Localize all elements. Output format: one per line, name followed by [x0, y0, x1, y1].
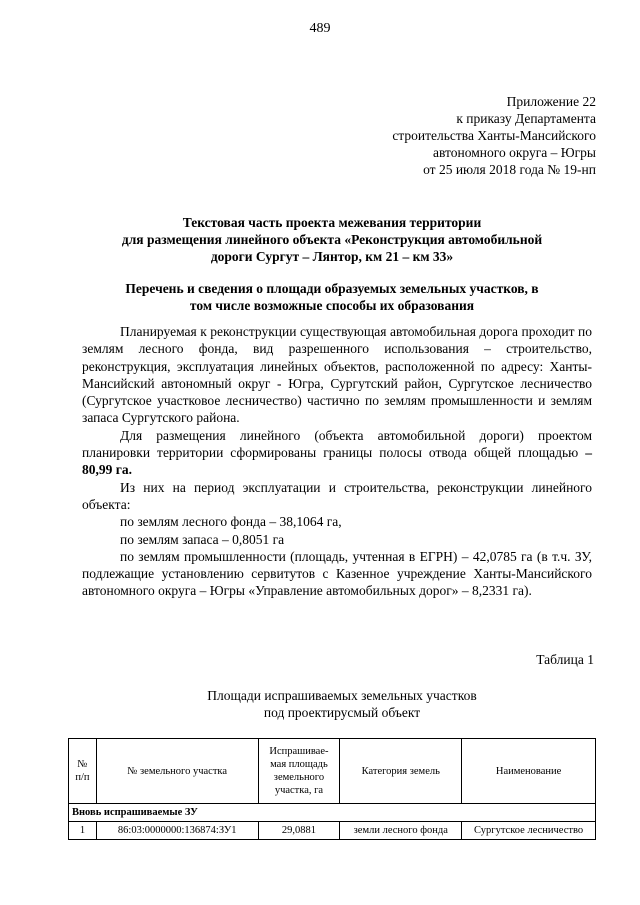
table-header-row: [69, 739, 596, 804]
table-caption: [72, 687, 612, 721]
title-line: дороги Сургут – Лянтор, км 21 – км 33»: [210, 249, 454, 264]
total-area-text: Для размещения линейного (объекта автомобильной дороги) проектом планировки территории сформированы границы полосы отвода общей площадью: [82, 427, 592, 461]
header-name: Наименование: [462, 739, 596, 804]
cell-num: 1: [69, 822, 97, 840]
cell-category: земли лесного фонда: [340, 822, 462, 840]
appendix-line: строительства Ханты-Мансийского: [392, 128, 596, 143]
area-item-reserve: по землям запаса – 0,8051 га: [120, 531, 285, 547]
header-category: Категория земель: [340, 739, 462, 804]
caption-line: Площади испрашиваемых земельных участков: [207, 688, 477, 703]
appendix-block: [336, 93, 596, 178]
paragraph-total-area: [82, 427, 592, 479]
section-heading: [72, 280, 592, 314]
appendix-line: Приложение 22: [506, 94, 596, 109]
heading-line: том числе возможные способы их образования: [189, 298, 475, 313]
table-label: Таблица 1: [536, 652, 594, 667]
table-row: [69, 822, 596, 840]
area-item-industry: по землям промышленности (площадь, учтенная в ЕГРН) – 42,0785 га (в т.ч. ЗУ, подлежащие установлению сервитутов с Казенное учреждение Ханты-Мансийского автономного округа – Югры «Управление автомобильных дорог» – 8,2331 га).: [82, 548, 592, 599]
caption-line: под проектирусмый объект: [263, 705, 421, 720]
cell-parcel: 86:03:0000000:136874:ЗУ1: [96, 822, 258, 840]
total-area-value: – 80,99 га.: [82, 445, 593, 478]
appendix-line: от 25 июля 2018 года № 19-нп: [423, 162, 596, 177]
title-line: для размещения линейного объекта «Реконструкция автомобильной: [121, 232, 543, 247]
cell-name: Сургутское лесничество: [462, 822, 596, 840]
group-label: Вновь испрашиваемые ЗУ: [69, 804, 596, 822]
heading-line: Перечень и сведения о площади образуемых земельных участков, в: [125, 281, 539, 296]
header-num: № п/п: [69, 739, 97, 804]
land-parcels-table: [68, 738, 596, 840]
header-parcel: № земельного участка: [96, 739, 258, 804]
appendix-line: к приказу Департамента: [456, 111, 596, 126]
body-text: [82, 323, 592, 600]
area-item-forest: по землям лесного фонда – 38,1064 га,: [120, 514, 342, 530]
page-number: 489: [309, 21, 331, 36]
header-area: Испрашивае-мая площадь земельного участка, га: [258, 739, 340, 804]
paragraph-breakdown-intro: Из них на период эксплуатации и строительства, реконструкции линейного объекта:: [82, 479, 592, 512]
table-group-row: [69, 804, 596, 822]
document-title: [72, 214, 592, 265]
paragraph-road-description: Планируемая к реконструкции существующая автомобильная дорога проходит по землям лесного фонда, вид разрешенного использования – строительство, реконструкция, эксплуатация линейных объектов, расположенной по адресу: Ханты-Мансийский автономный округ - Югра, Сургутский район, Сургутское лесничество (Сургутское участковое лесничество) частично по землям промышленности и землям запаса Сургутского района.: [82, 324, 592, 426]
cell-area: 29,0881: [258, 822, 340, 840]
title-line: Текстовая часть проекта межевания территории: [182, 215, 482, 230]
appendix-line: автономного округа – Югры: [433, 145, 596, 160]
